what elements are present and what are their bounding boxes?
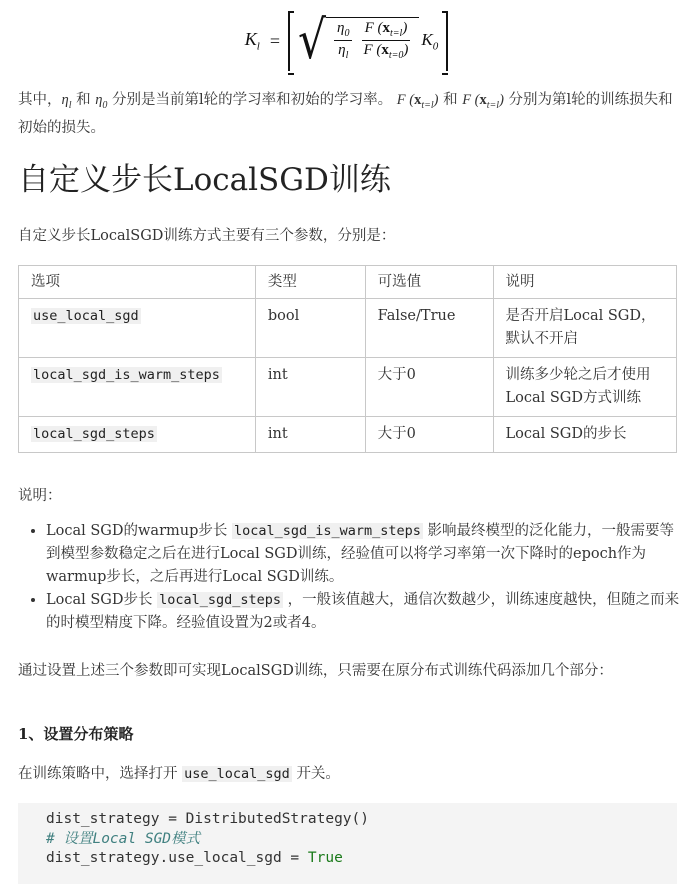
table-row [19,358,677,417]
code-keyword: True [307,850,343,866]
note-label: 说明： [18,488,62,504]
eta-l-symbol: $\eta_l$ [61,92,72,111]
desc-cell: Local SGD的步长 [493,417,677,453]
lead-paragraph: 自定义步长LocalSGD训练方式主要有三个参数，分别是： [18,228,396,244]
option-code: use_local_sgd [33,308,139,324]
loss-initial-symbol: F $(x_{t=l})$ [462,92,504,111]
inline-code: use_local_sgd [184,766,290,782]
formula-ceiling-bracket [288,11,448,71]
step-heading: 1、设置分布策略 [18,725,134,743]
formula-k0: $K_0$ [421,29,439,53]
formula-explanation: 其中，$\eta_l$ 和 $\eta_0$ 分别是当前第l轮的学习率和初始的学习率。 F $(x_{t=l})$ 和 F $(x_{t=l})$ 分别为第l轮的训练损失和初始的损失。 [18,92,673,136]
eta-0-symbol: $\eta_0$ [95,92,108,111]
option-code: local_sgd_steps [33,426,155,442]
table-row [19,417,677,453]
code-line: dist_strategy = DistributedStrategy() [46,811,370,827]
sqrt-symbol: √ [297,9,327,71]
step-text: 在训练策略中，选择打开 use_local_sgd 开关。 [18,766,340,782]
code-line: dist_strategy.use_local_sgd = [46,850,308,866]
code-comment: # 设置Local SGD模式 [46,830,201,847]
values-cell: False/True [365,299,493,358]
desc-cell: 是否开启Local SGD，默认不开启 [493,299,677,358]
table-header-row [19,266,677,299]
loss-current-symbol: F $(x_{t=l})$ [396,92,439,111]
sqrt-radicand [326,17,419,61]
list-item: • Local SGD的warmup步长 local_sgd_is_warm_steps 影响最终模型的泛化能力，一般需要等到模型参数稳定之后在进行Local SGD训练，经验值可以将学习率第一次下降时的epoch作为warmup步长，之后再进行Local SGD训练。 [46,520,686,589]
eta-fraction: $\frac{\eta_0}{\eta_l}$ [334,20,352,61]
section-heading: 自定义步长LocalSGD训练 [18,162,391,198]
option-code: local_sgd_is_warm_steps [33,367,220,383]
type-cell: bool [255,299,365,358]
values-cell: 大于0 [365,358,493,417]
parameter-table [18,265,677,453]
notes-list [18,520,686,635]
loss-fraction: $\frac{F (x_{t=l})}{F (x_{t=0})}$ [363,20,409,61]
inline-code: local_sgd_steps [159,592,282,608]
code-block [18,803,677,884]
header-description: 说明 [493,266,677,299]
table-row [19,299,677,358]
type-cell: int [255,417,365,453]
formula-k-l [0,8,693,74]
desc-cell: 训练多少轮之后才使用Local SGD方式训练 [493,358,677,417]
header-type: 类型 [255,266,365,299]
summary-paragraph: 通过设置上述三个参数即可实现LocalSGD训练，只需要在原分布式训练代码添加几个部分： [18,663,613,679]
inline-code: local_sgd_is_warm_steps [233,523,421,539]
header-option: 选项 [19,266,256,299]
header-values: 可选值 [365,266,493,299]
formula-equals: = [269,30,280,51]
type-cell: int [255,358,365,417]
values-cell: 大于0 [365,417,493,453]
list-item: • Local SGD步长 local_sgd_steps ，一般该值越大，通信次数越少，训练速度越快，但随之而来的时模型精度下降。经验值设置为2或者4。 [46,589,686,635]
formula-lhs: $K_l$ [244,29,260,53]
